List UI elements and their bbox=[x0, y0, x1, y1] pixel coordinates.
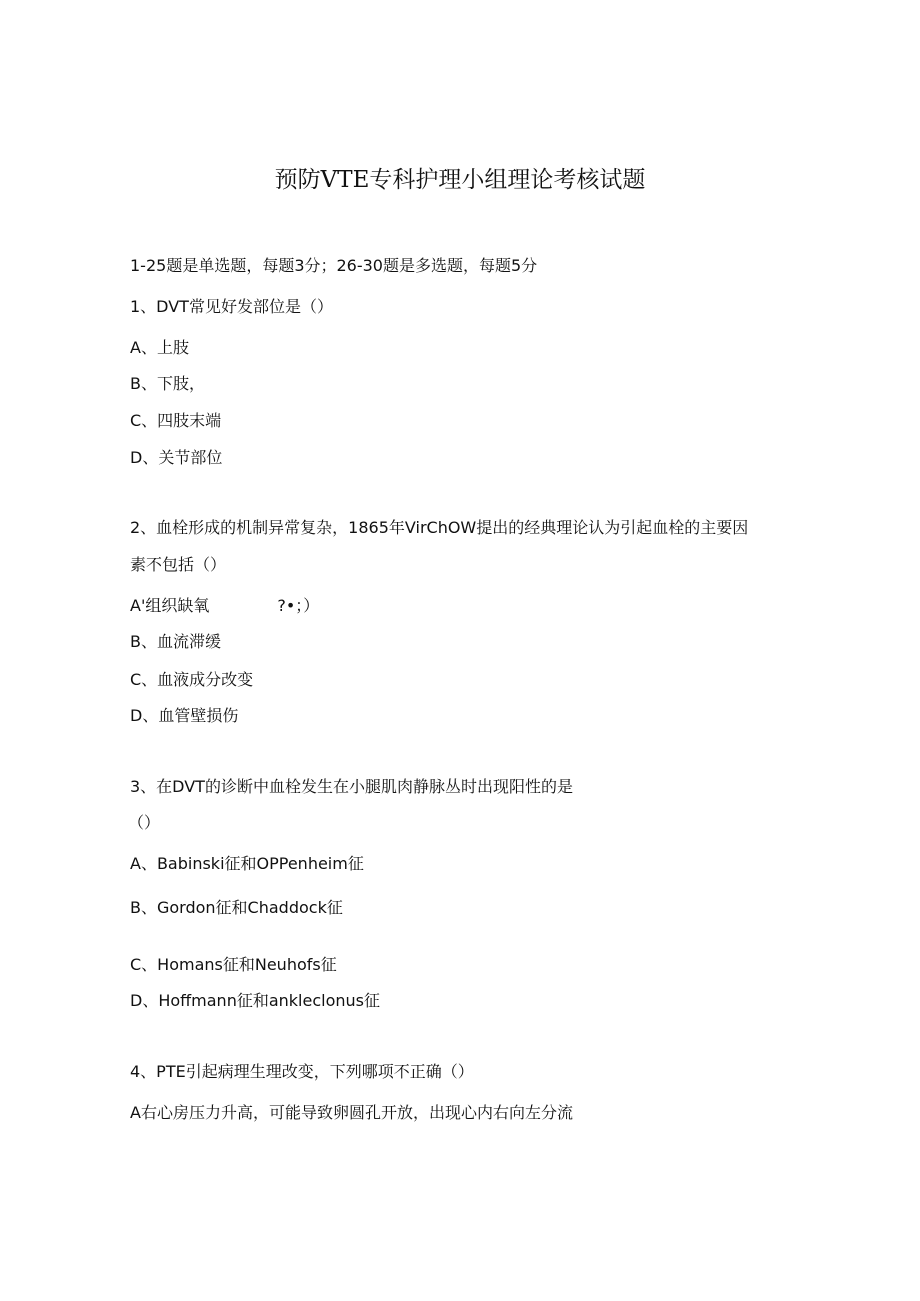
option: A、Babinski征和OPPenheim征 bbox=[130, 854, 364, 873]
option bbox=[130, 596, 319, 616]
question-2: 2、血栓形成的机制异常复杂，1865年VirChOW提出的经典理论认为引起血栓的主要因 bbox=[130, 518, 749, 537]
option: D、关节部位 bbox=[130, 448, 223, 467]
stray-marks: ?•；） bbox=[277, 596, 320, 615]
page-title: 预防VTE专科护理小组理论考核试题 bbox=[274, 167, 646, 193]
question-1: 1、DVT常见好发部位是（） bbox=[130, 297, 333, 316]
option: D、Hoffmann征和ankleclonus征 bbox=[130, 991, 380, 1010]
option: C、四肢末端 bbox=[130, 411, 222, 430]
option: C、Homans征和Neuhofs征 bbox=[130, 955, 337, 974]
question-3: 3、在DVT的诊断中血栓发生在小腿肌肉静脉丛时出现阳性的是 bbox=[130, 777, 573, 796]
question-3-continued: （） bbox=[128, 813, 161, 832]
instructions: 1-25题是单选题，每题3分；26-30题是多选题，每题5分 bbox=[130, 256, 538, 275]
question-2-continued: 素不包括（） bbox=[130, 555, 227, 574]
option: A右心房压力升高，可能导致卵圆孔开放，出现心内右向左分流 bbox=[130, 1103, 573, 1122]
option: B、血流滞缓 bbox=[130, 632, 221, 651]
question-4: 4、PTE引起病理生理改变，下列哪项不正确（） bbox=[130, 1062, 474, 1081]
option-text: A'组织缺氧 bbox=[130, 596, 210, 615]
option: D、血管壁损伤 bbox=[130, 706, 239, 725]
option: C、血液成分改变 bbox=[130, 670, 254, 689]
option: B、Gordon征和Chaddock征 bbox=[130, 898, 343, 917]
option: B、下肢， bbox=[130, 374, 205, 393]
option: A、上肢 bbox=[130, 338, 189, 357]
